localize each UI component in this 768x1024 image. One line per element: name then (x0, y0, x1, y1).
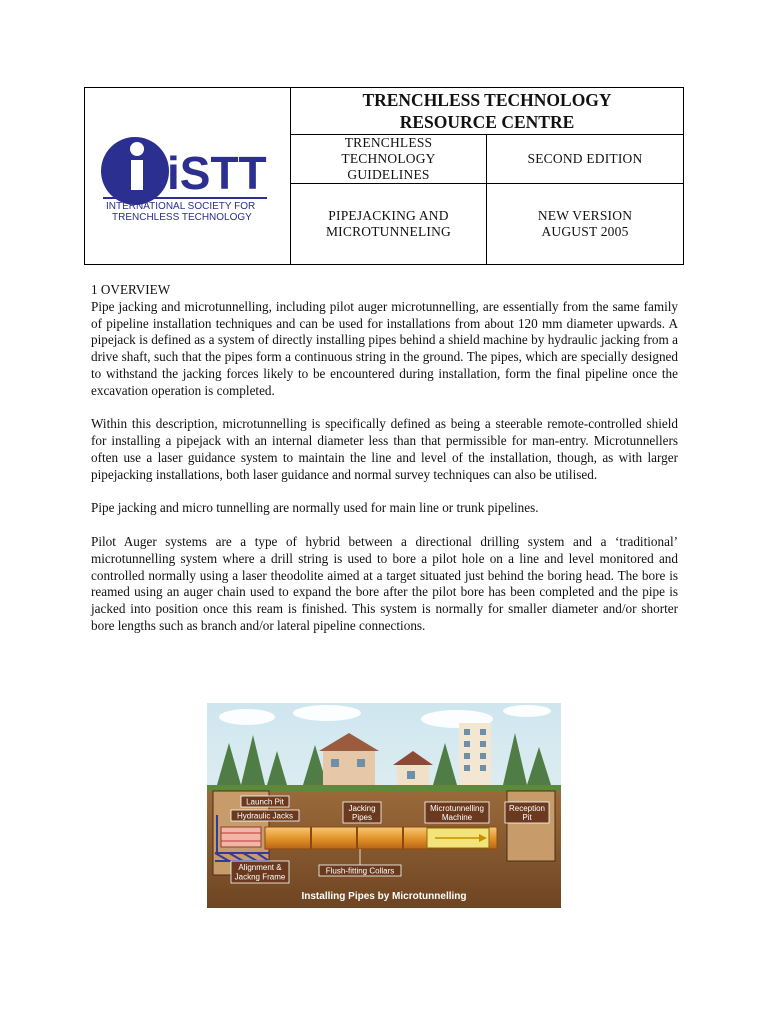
reception-pit-label: Pit (522, 813, 532, 822)
paragraph: Pipe jacking and micro tunnelling are normally used for main line or trunk pipelines. (91, 500, 539, 516)
logo-line1: INTERNATIONAL SOCIETY FOR (106, 201, 256, 212)
logo-line2: TRENCHLESS TECHNOLOGY (112, 212, 252, 223)
title-line2: RESOURCE CENTRE (399, 112, 575, 132)
reception-pit-label: Reception (508, 804, 546, 813)
paragraph: Pilot Auger systems are a type of hybrid between a directional drilling system and a ‘traditional’ microtunnelling system where a drill string is used to bore a pilot hole on a line and level monitored and controlled normally using a laser theodolite aimed at a target situated just behind the boring head. The bore is reamed using an auger chain used to expand the bore after the pilot bore has been completed and the pipe is jacked into position once this ream is finished. This system is normally for smaller diameter and/or shorter bore lengths such as branch and/or lateral pipeline connections. (91, 533, 678, 633)
version-line: NEW VERSION (537, 208, 633, 223)
header-table (84, 87, 684, 265)
jacking-pipes-label: Jacking (348, 804, 376, 813)
machine-label: Machine (441, 813, 473, 822)
topic-line: PIPEJACKING AND (328, 208, 449, 223)
jacking-pipes-label: Pipes (351, 813, 373, 822)
version-line: AUGUST 2005 (541, 224, 629, 239)
section-heading: 1 OVERVIEW (91, 282, 171, 297)
edition-cell (487, 135, 683, 183)
paragraph: Pipe jacking and microtunnelling, including pilot auger microtunnelling, are essentially from the same family of pipeline installation techniques and can be used for installations from about 120 mm diameter upwards. A pipejack is defined as a system of directly installing pipes behind a shield machine by hydraulic jacking from a drive shaft, such that the pipes form a continuous string in the ground. The pipes, which are specially designed to withstand the jacking forces likely to be encountered during installation, form the final pipeline once the excavation operation is completed. (91, 298, 678, 398)
guidelines-line: GUIDELINES (347, 167, 430, 182)
frame-label: Alignment & (238, 863, 282, 872)
frame-label: Jackng Frame (234, 872, 286, 882)
resource-centre-title (291, 88, 683, 134)
topic-cell (291, 184, 486, 264)
title-line1: TRENCHLESS TECHNOLOGY (362, 90, 612, 110)
machine-label: Microtunnelling (430, 804, 484, 813)
istt-logo (85, 88, 290, 264)
paragraph: Within this description, microtunnelling is specifically defined as being a steerable remote-controlled shield for installing a pipejack with an internal diameter less than that permissible for man-entry. Microtunnellers often use a laser guidance system to maintain the line and level of the installation, though, as with larger pipejacking installations, both laser guidance and normal survey techniques can also be utilised. (91, 416, 678, 482)
hydraulic-jacks-label: Hydraulic Jacks (236, 811, 294, 821)
microtunnelling-illustration (207, 703, 561, 908)
figure-caption: Installing Pipes by Microtunnelling (301, 891, 467, 902)
guidelines-cell (291, 135, 486, 183)
topic-line: MICROTUNNELING (325, 224, 452, 239)
edition-text: SECOND EDITION (527, 151, 643, 166)
collars-label: Flush-fitting Collars (325, 866, 395, 876)
logo-mark-text: iSTT (167, 147, 267, 199)
version-cell (487, 184, 683, 264)
launch-pit-label: Launch Pit (246, 797, 284, 807)
document-body (91, 282, 678, 652)
guidelines-line: TRENCHLESS (344, 135, 433, 150)
guidelines-line: TECHNOLOGY (341, 151, 436, 166)
